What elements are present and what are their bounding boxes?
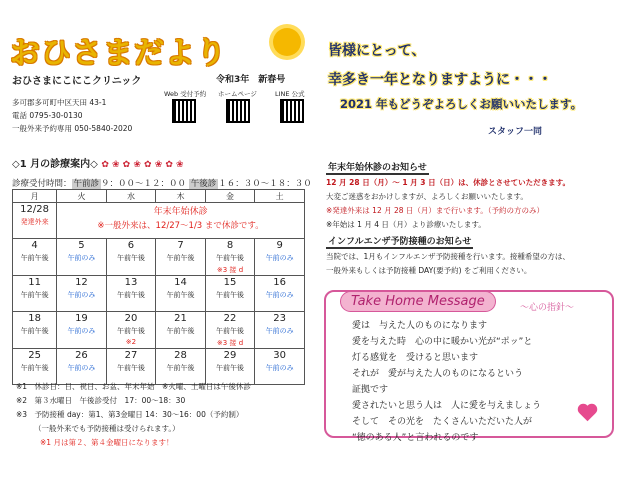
message-title: Take Home Message: [340, 291, 496, 312]
greeting-line-3: 2021 年もどうぞよろしくお願いいたします。: [340, 97, 583, 111]
schedule-note: ※1 休診日：日、祝日、お盆、年末年始 ※火曜、土曜日は午後休診: [16, 382, 251, 391]
hours-label: 診療受付時間：: [12, 179, 72, 189]
date: 11: [28, 277, 41, 288]
cell-status: 午前午後: [20, 327, 49, 335]
cell-status: 午前のみ: [265, 254, 294, 262]
calendar-cell: [13, 203, 57, 239]
date: 28: [174, 350, 187, 361]
cell-note: ※3 接 d: [216, 266, 244, 274]
calendar-cell: [13, 239, 57, 276]
schedule-calendar: [12, 189, 305, 385]
cell-status: 午前のみ: [67, 364, 96, 372]
date: 14: [174, 277, 187, 288]
cell-status: 午前午後: [166, 327, 195, 335]
date: 13: [124, 277, 138, 288]
news-text: 当院では、1月もインフルエンザ予防接種を行います。接種希望の方は、: [326, 252, 570, 261]
calendar-row: [13, 312, 305, 349]
calendar-cell: [13, 276, 57, 312]
calendar-cell: [205, 239, 255, 276]
calendar-cell: [156, 276, 206, 312]
cell-status: 午前午後: [20, 291, 49, 299]
cell-status: 午前午後: [116, 364, 145, 372]
holiday-cell: [57, 203, 305, 239]
qr-code-home[interactable]: [226, 99, 250, 123]
date: 26: [75, 350, 88, 361]
news-text: 12 月 28 日（月）〜 1 月 3 日（日）は、休診とさせていただきます。: [326, 178, 570, 187]
calendar-cell: [57, 312, 107, 349]
qr-label-line: LINE 公式: [275, 90, 305, 98]
date: 18: [28, 313, 41, 324]
cell-status: 午前午後: [216, 254, 245, 262]
poem-line: 灯る感覚を 受けると思います: [352, 353, 479, 363]
date: 7: [177, 240, 184, 251]
weekday: 土: [255, 190, 305, 203]
calendar-row: [13, 203, 305, 239]
calendar-row: [13, 276, 305, 312]
calendar-cell: [255, 239, 305, 276]
news-text: ※年始は 1 月 4 日（月）より診療いたします。: [326, 220, 486, 229]
cell-status: 午前午後: [166, 364, 195, 372]
calendar-cell: [255, 276, 305, 312]
schedule-note: ※2 第３水曜日 午後診受付 17：00〜18：30: [16, 396, 186, 405]
schedule-note: ※3 予防接種 day：第1、第3金曜日 14：30〜16：00（予約制）: [16, 410, 244, 419]
cell-status: 午前午後: [116, 254, 145, 262]
news-text: 大変ご迷惑をおかけしますが、よろしくお願いいたします。: [326, 192, 528, 201]
news-text: 一般外来もしくは予防接種 DAY(要予約) をご利用ください。: [326, 266, 532, 275]
cell-status: 午前のみ: [67, 291, 96, 299]
news-heading-holiday: 年末年始休診のお知らせ: [326, 160, 429, 175]
date: 4: [31, 240, 38, 251]
poem-line: 愛は 与えた人のものになります: [352, 321, 488, 331]
calendar-row: [13, 349, 305, 385]
issue-label: 令和3年 新春号: [216, 75, 286, 85]
cell-status: 午前午後: [216, 291, 245, 299]
date: 23: [273, 313, 287, 324]
date: 25: [28, 350, 41, 361]
poem-line: それが 愛が与えた人のものになるという: [352, 369, 524, 379]
am-label: 午前診: [73, 179, 100, 189]
staff-signature: スタッフ一同: [488, 127, 543, 137]
calendar-cell: [255, 349, 305, 385]
date: 21: [174, 313, 187, 324]
message-poem: [352, 318, 541, 446]
date: 30: [273, 350, 287, 361]
date: 16: [273, 277, 287, 288]
date: 12: [75, 277, 88, 288]
pm-time: １６：３０〜１８：３０: [218, 179, 312, 189]
poem-line: “徳のある人”と言われるのです: [352, 433, 479, 443]
date: 19: [75, 313, 88, 324]
calendar-cell: [156, 239, 206, 276]
news-text: ※発達外来は 12 月 28 日（月）まで行います。（予約の方のみ）: [326, 206, 545, 215]
calendar-cell: [156, 349, 206, 385]
weekday: 木: [156, 190, 206, 203]
cell-status: 午前午後: [166, 291, 195, 299]
date: 29: [223, 350, 237, 361]
clinic-contact: [12, 96, 132, 135]
am-time: ９：００〜１２：００: [101, 179, 187, 189]
schedule-title: ◇1 月の診療案内◇ ✿ ❀ ✿ ❀ ✿ ❀ ✿ ❀: [12, 159, 184, 170]
holiday-label: 年末年始休診: [153, 207, 208, 217]
weekday: 月: [13, 190, 57, 203]
calendar-cell: [106, 276, 156, 312]
newsletter-title: おひさまだより: [10, 36, 227, 71]
address: 多可郡多可町中区天田 43-1: [12, 98, 107, 107]
calendar-cell: [106, 349, 156, 385]
qr-label-home: ホームページ: [218, 90, 257, 98]
phone: 電話 0795-30-0130: [12, 111, 83, 120]
weekday: 火: [57, 190, 107, 203]
cell-status: 午前のみ: [265, 291, 294, 299]
poem-line: 証拠です: [352, 385, 389, 395]
greeting-line-2: 幸多き一年となりますように・・・: [328, 72, 552, 88]
cell-status: 午前のみ: [265, 327, 294, 335]
calendar-cell: [106, 239, 156, 276]
cell-note: ※3 接 d: [216, 339, 244, 347]
cell-status: 午前午後: [20, 364, 49, 372]
calendar-cell: [57, 239, 107, 276]
pm-label: 午後診: [190, 179, 217, 189]
reception-hours: [12, 177, 312, 189]
reservation-phone: 一般外来予約専用 050-5840-2020: [12, 124, 133, 133]
cell-note: ※2: [125, 338, 137, 346]
cell-status: 午前のみ: [67, 327, 96, 335]
greeting-line-1: 皆様にとって、: [328, 43, 426, 59]
clinic-name: おひさまにこにこクリニック: [12, 76, 142, 87]
date: 12/28: [20, 204, 49, 215]
schedule-note: （一般外来でも予防接種は受けられます。）: [34, 424, 180, 433]
calendar-cell: [255, 312, 305, 349]
cell-status: 午前午後: [116, 291, 145, 299]
calendar-cell: [205, 312, 255, 349]
weekday: 水: [106, 190, 156, 203]
schedule-note-alert: ※1 月は第２、第４金曜日になります！: [40, 438, 174, 447]
date: 9: [276, 240, 283, 251]
cell-status: 午前午後: [216, 327, 245, 335]
date: 8: [226, 240, 234, 251]
qr-label-web: Web 受付予約: [164, 90, 207, 98]
calendar-row: [13, 239, 305, 276]
calendar-cell: [205, 276, 255, 312]
schedule-title-text: 1 月の診療案内: [19, 159, 91, 170]
qr-code-line[interactable]: [280, 99, 304, 123]
weekday: 金: [205, 190, 255, 203]
date: 22: [223, 313, 237, 324]
cell-status: 午前午後: [116, 327, 145, 335]
message-subtitle: 〜心の指針〜: [520, 303, 575, 313]
calendar-cell: [106, 312, 156, 349]
cell-status: 午前午後: [20, 254, 49, 262]
calendar-cell: [205, 349, 255, 385]
cell-status: 午前のみ: [67, 254, 96, 262]
poem-line: そして その光を たくさんいただいた人が: [352, 417, 533, 427]
cell-status: 午前午後: [166, 254, 195, 262]
calendar-cell: [13, 349, 57, 385]
flower-decoration-icon: ✿ ❀ ✿ ❀ ✿ ❀ ✿ ❀: [101, 160, 184, 170]
cell-status: 午前のみ: [265, 364, 294, 372]
poem-line: 愛を与えた時 心の中に暖かい光が“ポッ”と: [352, 337, 533, 347]
date: 15: [223, 277, 237, 288]
holiday-note: ※一般外来は、12/27〜1/3 まで休診です。: [97, 221, 264, 231]
cell-status: 発達外来: [20, 218, 49, 226]
date: 20: [124, 313, 138, 324]
calendar-cell: [57, 276, 107, 312]
sun-icon: [273, 28, 301, 56]
date: 6: [127, 240, 135, 251]
calendar-cell: [13, 312, 57, 349]
qr-code-web[interactable]: [172, 99, 196, 123]
calendar-cell: [156, 312, 206, 349]
date: 27: [124, 350, 138, 361]
weekday-header: [13, 190, 305, 203]
poem-line: 愛されたいと思う人は 人に愛を与えましょう: [352, 401, 542, 411]
cell-status: 午前午後: [216, 364, 245, 372]
calendar-cell: [57, 349, 107, 385]
news-heading-flu: インフルエンザ予防接種のお知らせ: [326, 234, 473, 249]
date: 5: [78, 240, 85, 251]
